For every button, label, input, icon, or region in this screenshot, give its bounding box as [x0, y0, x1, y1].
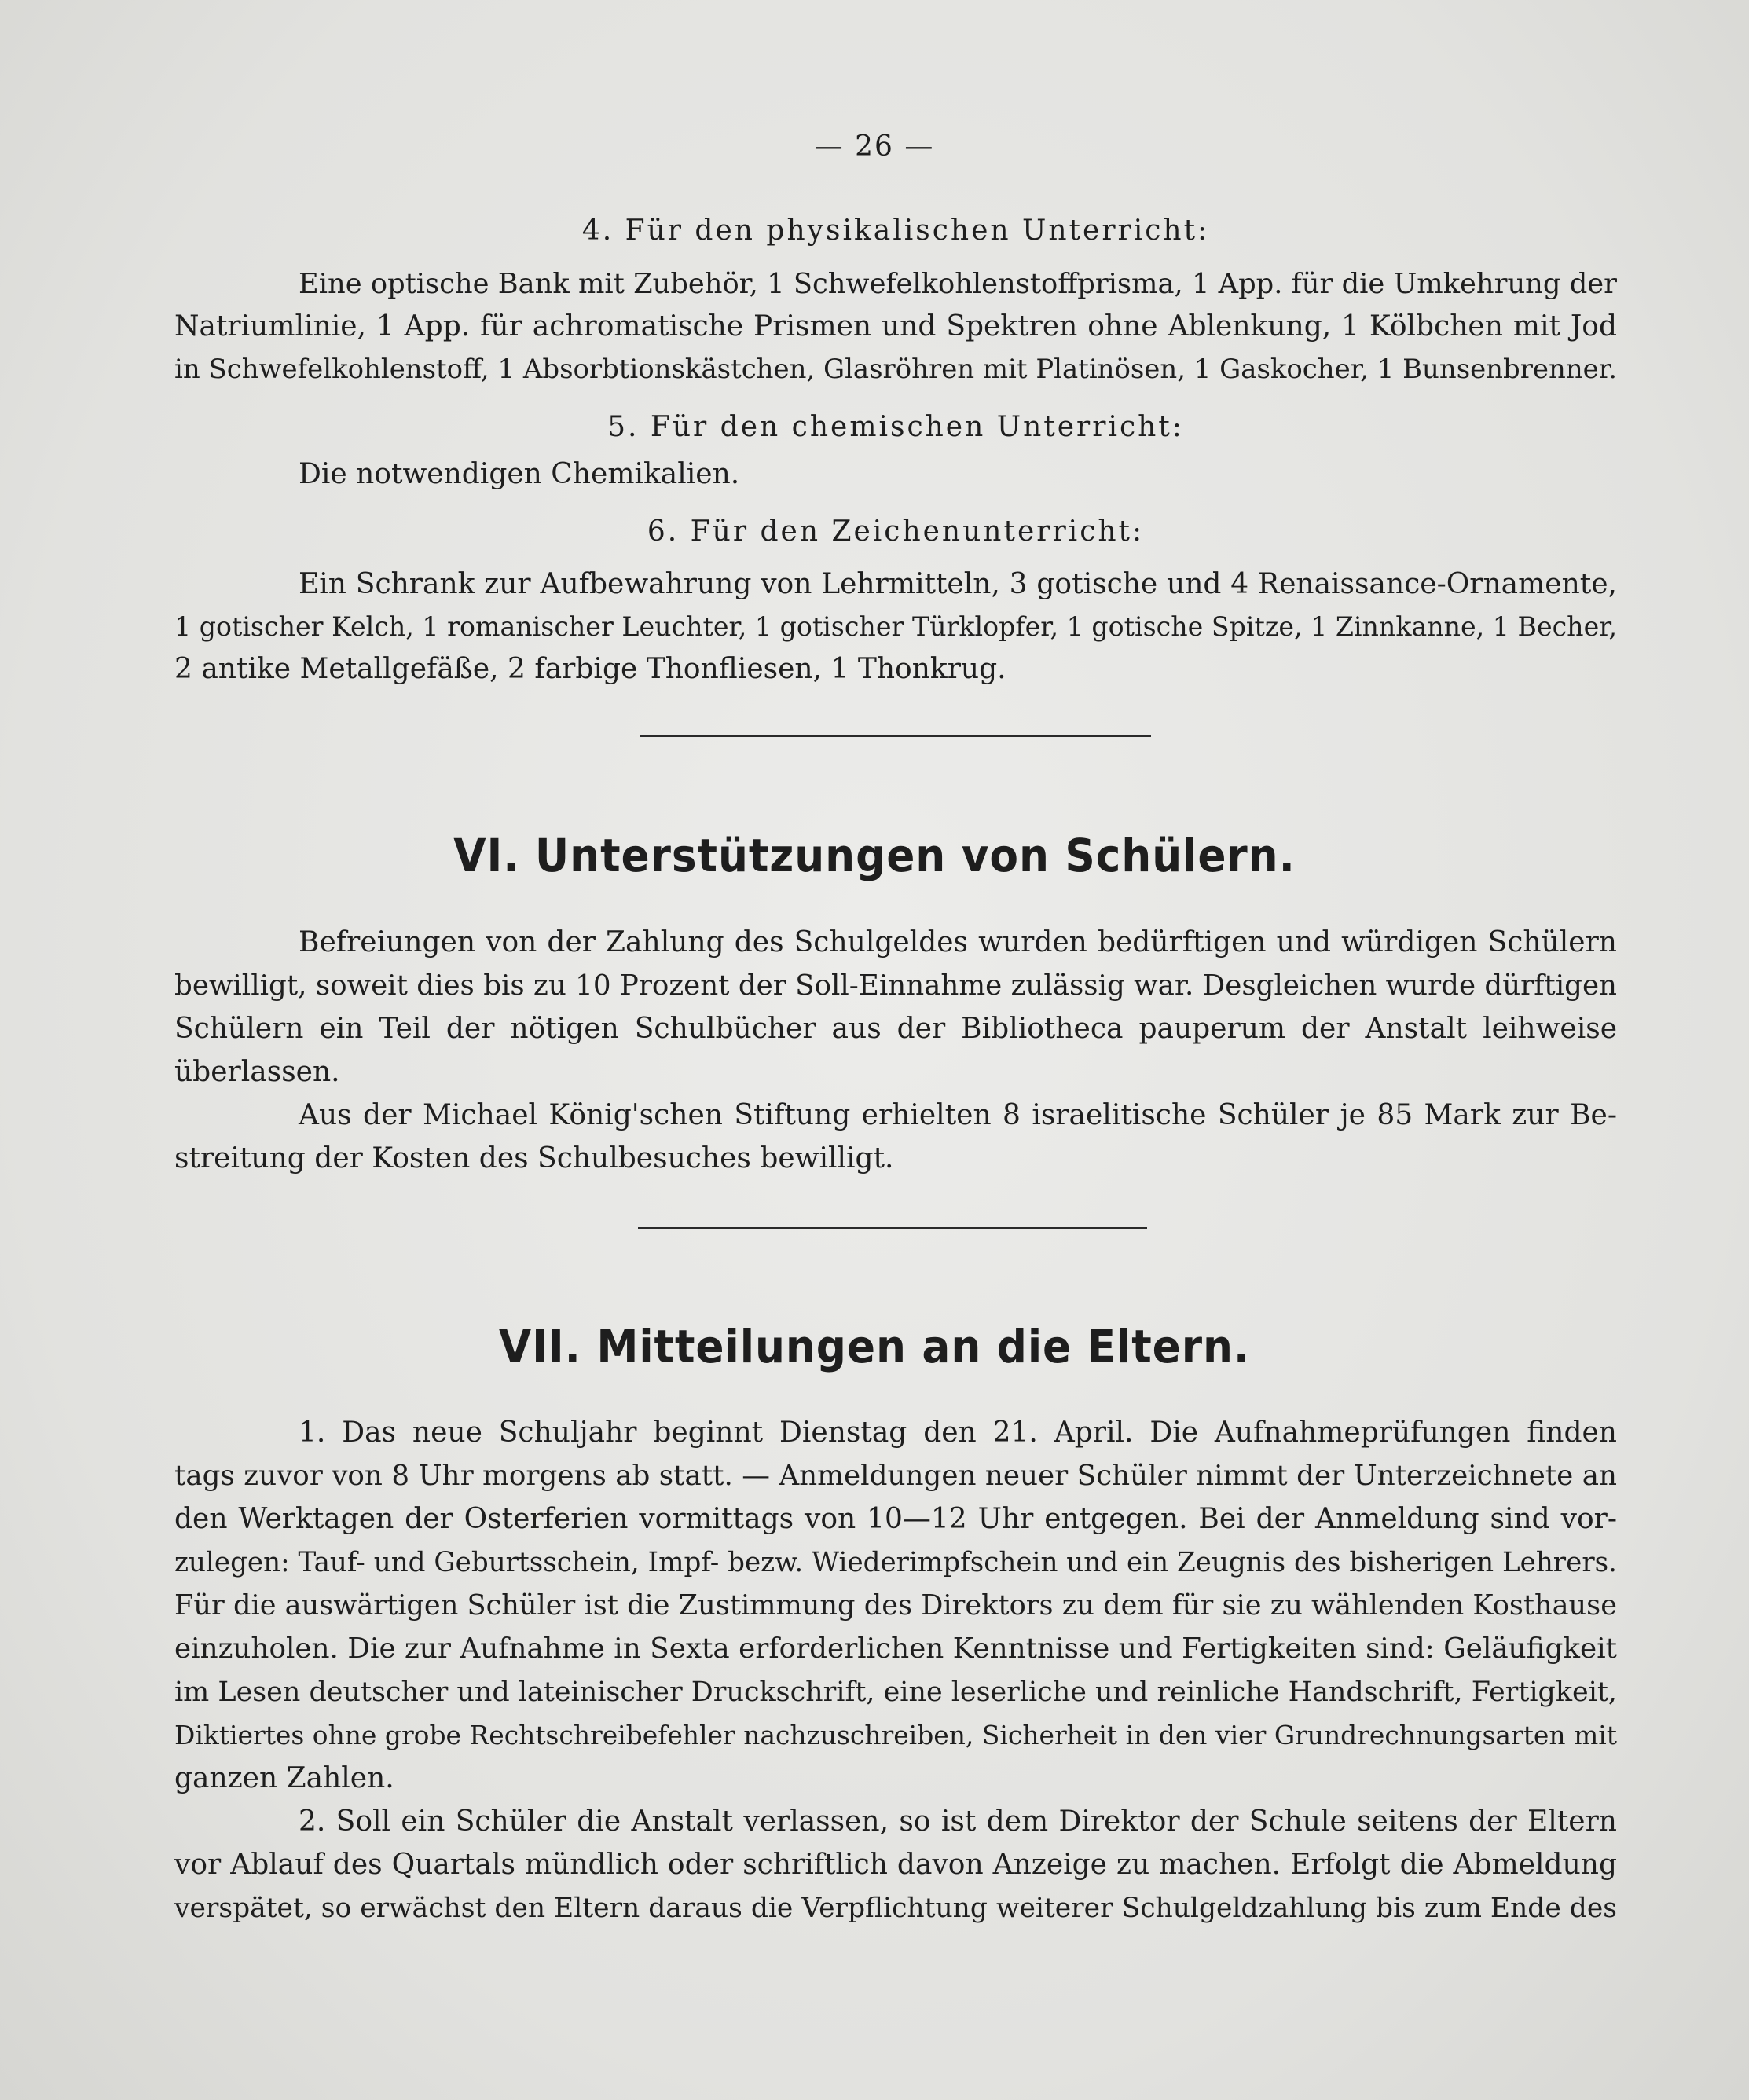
section-title-support: VI. Unterstützungen von Schülern. [453, 829, 1296, 882]
parents-line: 2. Soll ein Schüler die Anstalt verlassen, so ist dem Direktor der Schule seitens der Eltern [299, 1805, 1617, 1838]
section-title-parents: VII. Mitteilungen an die Eltern. [498, 1320, 1251, 1373]
page-number: — 26 — [814, 130, 935, 163]
chemistry-heading: 5. Für den chemischen Unterricht: [607, 411, 1184, 443]
drawing-line: 1 gotischer Kelch, 1 romanischer Leuchter, 1 gotischer Türklopfer, 1 gotische Spitze, 1 Zinnkanne, 1 Becher, [174, 611, 1617, 642]
parents-line: tags zuvor von 8 Uhr morgens ab statt. — Anmeldungen neuer Schüler nimmt der Unterzeichnete an [174, 1460, 1617, 1492]
parents-line: Für die auswärtigen Schüler ist die Zustimmung des Direktors zu dem für sie zu wählenden Kosthause [174, 1589, 1617, 1622]
parents-line: Diktiertes ohne grobe Rechtschreibefehler nachzuschreiben, Sicherheit in den vier Grundrechnungsarten mit [174, 1720, 1617, 1750]
section-divider [638, 1227, 1147, 1229]
physics-line: Natriumlinie, 1 App. für achromatische Prismen und Spektren ohne Ablenkung, 1 Kölbchen mit Jod [174, 310, 1617, 343]
drawing-heading: 6. Für den Zeichenunterricht: [647, 515, 1145, 548]
support-line: bewilligt, soweit dies bis zu 10 Prozent der Soll-Einnahme zulässig war. Desgleichen wurde dürftigen [174, 969, 1617, 1002]
parents-line: vor Ablauf des Quartals mündlich oder schriftlich davon Anzeige zu machen. Erfolgt die Abmeldung [174, 1849, 1617, 1881]
physics-heading: 4. Für den physikalischen Unterricht: [581, 214, 1210, 247]
physics-line: Eine optische Bank mit Zubehör, 1 Schwefelkohlenstoffprisma, 1 App. für die Umkehrung der [299, 268, 1617, 300]
parents-line: 1. Das neue Schuljahr beginnt Dienstag den 21. April. Die Aufnahmeprüfungen finden [299, 1416, 1617, 1449]
drawing-line: 2 antike Metallgefäße, 2 farbige Thonfliesen, 1 Thonkrug. [174, 653, 1006, 685]
parents-line: zulegen: Tauf- und Geburtsschein, Impf- bezw. Wiederimpfschein und ein Zeugnis des bisherigen Lehrers. [174, 1547, 1617, 1578]
support-line: Befreiungen von der Zahlung des Schulgeldes wurden bedürftigen und würdigen Schülern [299, 926, 1617, 958]
parents-line: einzuholen. Die zur Aufnahme in Sexta erforderlichen Kenntnisse und Fertigkeiten sind: Geläufigkeit [174, 1633, 1617, 1665]
parents-line: ganzen Zahlen. [174, 1762, 394, 1794]
support-line: streitung der Kosten des Schulbesuches bewilligt. [174, 1142, 894, 1175]
drawing-line: Ein Schrank zur Aufbewahrung von Lehrmitteln, 3 gotische und 4 Renaissance-Ornamente, [299, 568, 1617, 600]
parents-line: im Lesen deutscher und lateinischer Druckschrift, eine leserliche und reinliche Handschrift, Fertigkeit, [174, 1677, 1617, 1708]
chemistry-line: Die notwendigen Chemikalien. [299, 458, 740, 490]
section-divider [640, 735, 1151, 737]
support-line: Aus der Michael König'schen Stiftung erhielten 8 israelitische Schüler je 85 Mark zur Be- [299, 1099, 1617, 1131]
parents-line: den Werktagen der Osterferien vormittags von 10—12 Uhr entgegen. Bei der Anmeldung sind vor- [174, 1503, 1617, 1535]
physics-line: in Schwefelkohlenstoff, 1 Absorbtionskästchen, Glasröhren mit Platinösen, 1 Gaskocher, 1 Bunsenbrenner. [174, 354, 1617, 384]
support-line: überlassen. [174, 1056, 340, 1088]
support-line: Schülern ein Teil der nötigen Schulbücher aus der Bibliotheca pauperum der Anstalt leihweise [174, 1013, 1617, 1045]
parents-line: verspätet, so erwächst den Eltern daraus die Verpflichtung weiterer Schulgeldzahlung bis zum Ende des [174, 1893, 1617, 1924]
